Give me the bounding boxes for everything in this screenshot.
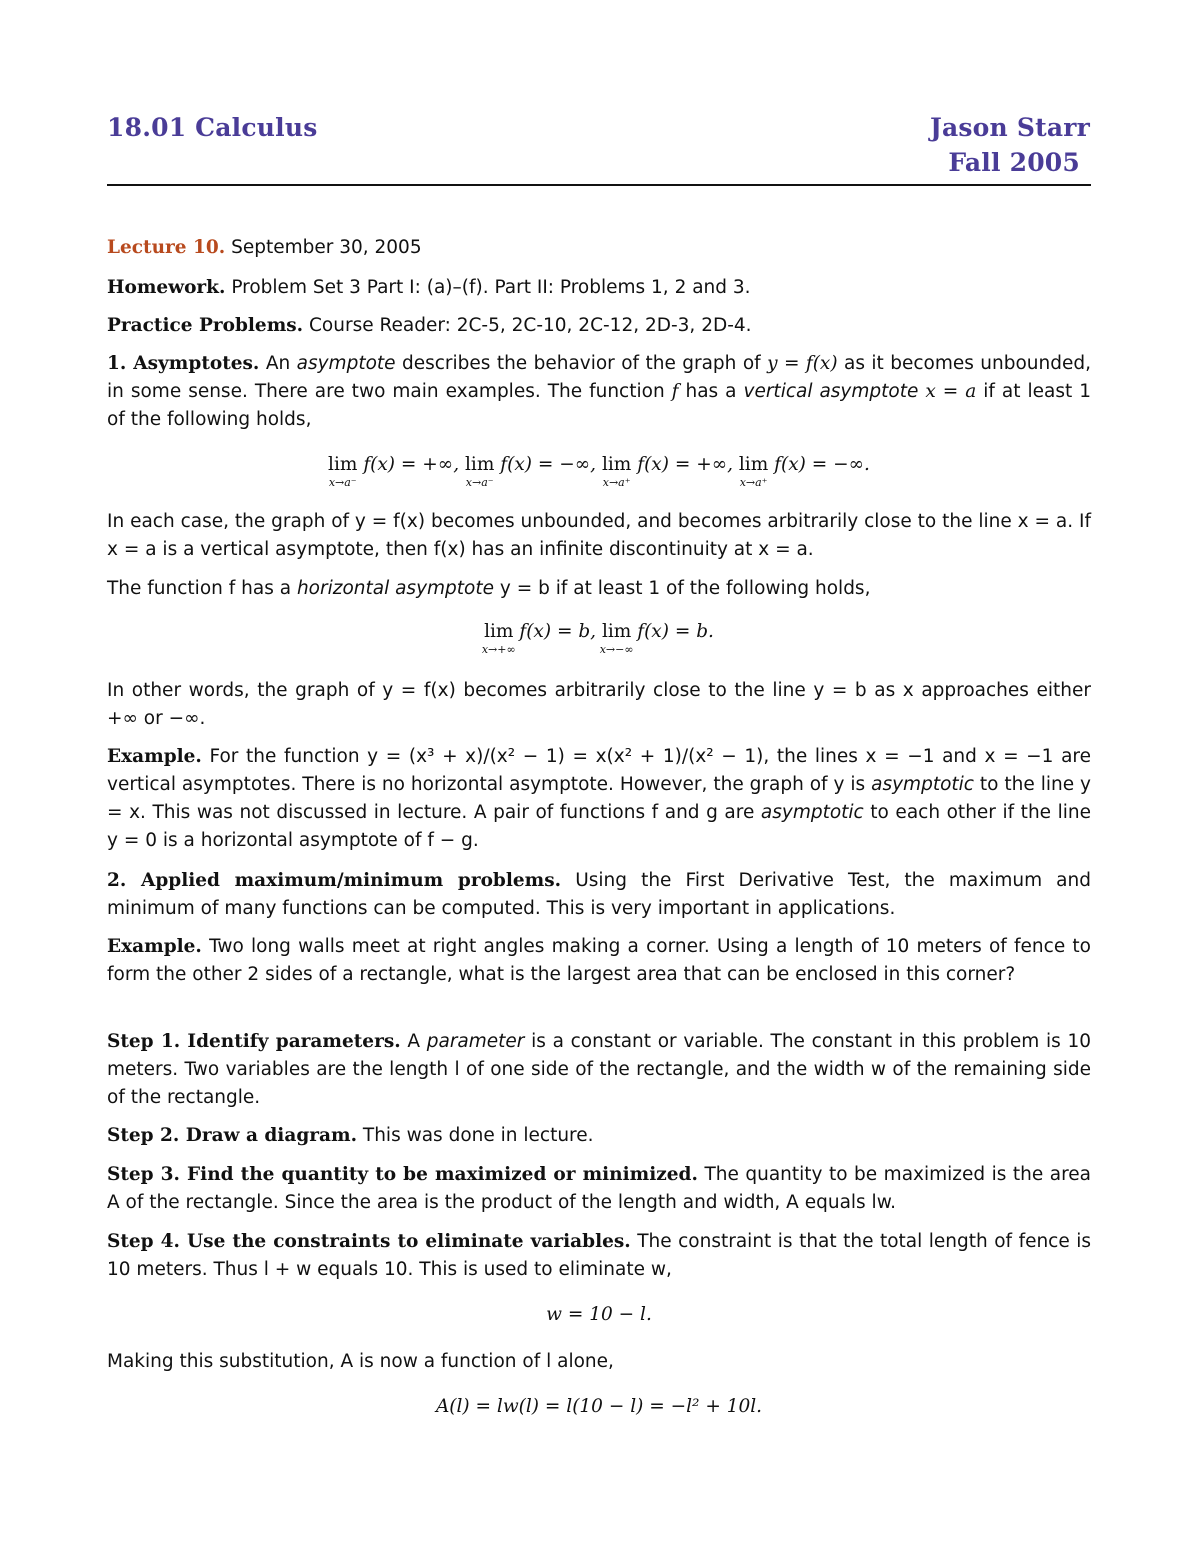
- step2-paragraph: [107, 1122, 1091, 1150]
- practice-text: Course Reader: 2C-5, 2C-10, 2C-12, 2D-3, 2D-4.: [309, 315, 752, 336]
- step1-paragraph: [107, 1028, 1091, 1112]
- limit-expression: f(x) = +∞,: [637, 454, 733, 475]
- text-run: has a: [678, 381, 744, 402]
- text-run: The function f has a: [107, 578, 297, 599]
- step4-heading: Step 4. Use the constraints to eliminate variables.: [107, 1231, 631, 1252]
- limit-expression: f(x) = b,: [519, 621, 597, 642]
- practice-label: Practice Problems.: [107, 315, 304, 336]
- step1-heading: Step 1. Identify parameters.: [107, 1031, 401, 1052]
- text-run: to each other if the line y = 0 is a horizontal asymptote of f − g.: [107, 802, 1091, 851]
- section1-paragraph-2: In each case, the graph of y = f(x) becomes unbounded, and becomes arbitrarily close to the line x = a. If x = a is a vertical asymptote, then f(x) has an infinite discontinuity at x = a.: [107, 511, 1091, 560]
- term-asymptote: asymptote: [296, 353, 396, 374]
- header-rule: [107, 184, 1091, 186]
- lecture-line: [107, 234, 1091, 262]
- course-title: 18.01 Calculus: [107, 113, 318, 142]
- lecture-date: September 30, 2005: [231, 237, 422, 258]
- text-run: as it becomes unbounded, in some sense. There are two main examples. The function: [107, 353, 1092, 402]
- term-asymptotic: asymptotic: [760, 802, 864, 823]
- limit-term: lim x→a⁻: [465, 454, 494, 475]
- vertical-limits-equation: [107, 454, 1091, 489]
- term-vertical-asymptote: vertical asymptote: [743, 381, 919, 402]
- step4-paragraph: [107, 1228, 1091, 1284]
- practice-line: [107, 312, 1091, 340]
- area-equation: A(l) = lw(l) = l(10 − l) = −l² + 10l.: [435, 1396, 763, 1417]
- horizontal-limits-equation: [107, 621, 1091, 656]
- limit-expression: f(x) = −∞.: [774, 454, 870, 475]
- limit-subscript: x→a⁺: [739, 476, 768, 489]
- text-run: describes the behavior of the graph of: [395, 353, 768, 374]
- section1-paragraph-4: In other words, the graph of y = f(x) becomes arbitrarily close to the line y = b as x approaches either +∞ or −∞.: [107, 680, 1091, 729]
- text-run: is a constant or variable. The constant in this problem is 10 meters. Two variables are the length l of one side of the rectangle, and the width w of the remaining side of the rectangle.: [107, 1031, 1091, 1108]
- math-inline: f: [671, 381, 679, 402]
- limit-expression: f(x) = −∞,: [500, 454, 597, 475]
- text-run: The constraint is that the total length of fence is 10 meters. Thus l + w equals 10. This is used to eliminate w,: [107, 1231, 1092, 1280]
- section1-paragraph: [107, 350, 1091, 434]
- term-horizontal-asymptote: horizontal asymptote: [296, 578, 494, 599]
- text-run: An: [265, 353, 297, 374]
- text-run: if at least 1 of the following holds,: [107, 381, 1091, 430]
- homework-line: [107, 274, 1091, 302]
- example-label: Example.: [107, 936, 202, 957]
- limit-term: lim x→+∞: [484, 621, 513, 642]
- homework-text: Problem Set 3 Part I: (a)–(f). Part II: Problems 1, 2 and 3.: [231, 277, 751, 298]
- step2-heading: Step 2. Draw a diagram.: [107, 1125, 358, 1146]
- limit-subscript: x→+∞: [481, 643, 516, 656]
- section1-paragraph-3: [107, 575, 1091, 603]
- text-run: This was done in lecture.: [362, 1125, 594, 1146]
- example-paragraph-1: [107, 743, 1091, 855]
- limit-term: lim x→a⁺: [739, 454, 768, 475]
- limit-term: lim x→a⁺: [602, 454, 631, 475]
- text-run: Using the First Derivative Test, the maximum and minimum of many functions can be computed. This is very important in applications.: [107, 870, 1091, 919]
- instructor-name: Jason Starr: [929, 113, 1090, 142]
- step3-paragraph: [107, 1161, 1091, 1217]
- section1-heading: 1. Asymptotes.: [107, 353, 260, 374]
- lecture-label: Lecture 10.: [107, 237, 226, 258]
- term: Fall 2005: [948, 148, 1080, 177]
- limit-expression: f(x) = b.: [637, 621, 714, 642]
- limit-subscript: x→a⁻: [465, 476, 494, 489]
- math-inline: x = a: [925, 381, 977, 402]
- step3-heading: Step 3. Find the quantity to be maximized or minimized.: [107, 1164, 698, 1185]
- text-run: y = b if at least 1 of the following holds,: [494, 578, 871, 599]
- section2-heading: 2. Applied maximum/minimum problems.: [107, 870, 562, 891]
- limit-term: lim x→−∞: [602, 621, 631, 642]
- limit-subscript: x→a⁻: [328, 476, 357, 489]
- limit-term: lim x→a⁻: [328, 454, 357, 475]
- w-equation: w = 10 − l.: [546, 1304, 652, 1325]
- text-run: For the function y = (x³ + x)/(x² − 1) = x(x² + 1)/(x² − 1), the lines x = −1 and x = −1 are vertical asymptotes. There is no horizontal asymptote. However, the graph of y is: [107, 746, 1091, 795]
- text-run: to the line y = x. This was not discussed in lecture. A pair of functions f and g are: [107, 774, 1091, 823]
- term-parameter: parameter: [426, 1031, 525, 1052]
- text-run: Two long walls meet at right angles making a corner. Using a length of 10 meters of fence to form the other 2 sides of a rectangle, what is the largest area that can be enclosed in this corner?: [107, 936, 1091, 985]
- text-run: The quantity to be maximized is the area A of the rectangle. Since the area is the product of the length and width, A equals lw.: [107, 1164, 1092, 1213]
- example-paragraph-2: [107, 933, 1091, 989]
- term-asymptotic: asymptotic: [871, 774, 974, 795]
- limit-expression: f(x) = +∞,: [363, 454, 460, 475]
- section2-paragraph: [107, 867, 1091, 923]
- text-run: A: [407, 1031, 427, 1052]
- math-inline: y = f(x): [767, 353, 838, 374]
- example-label: Example.: [107, 746, 202, 767]
- homework-label: Homework.: [107, 277, 226, 298]
- substitution-paragraph: Making this substitution, A is now a function of l alone,: [107, 1351, 614, 1372]
- limit-subscript: x→−∞: [599, 643, 634, 656]
- limit-subscript: x→a⁺: [602, 476, 631, 489]
